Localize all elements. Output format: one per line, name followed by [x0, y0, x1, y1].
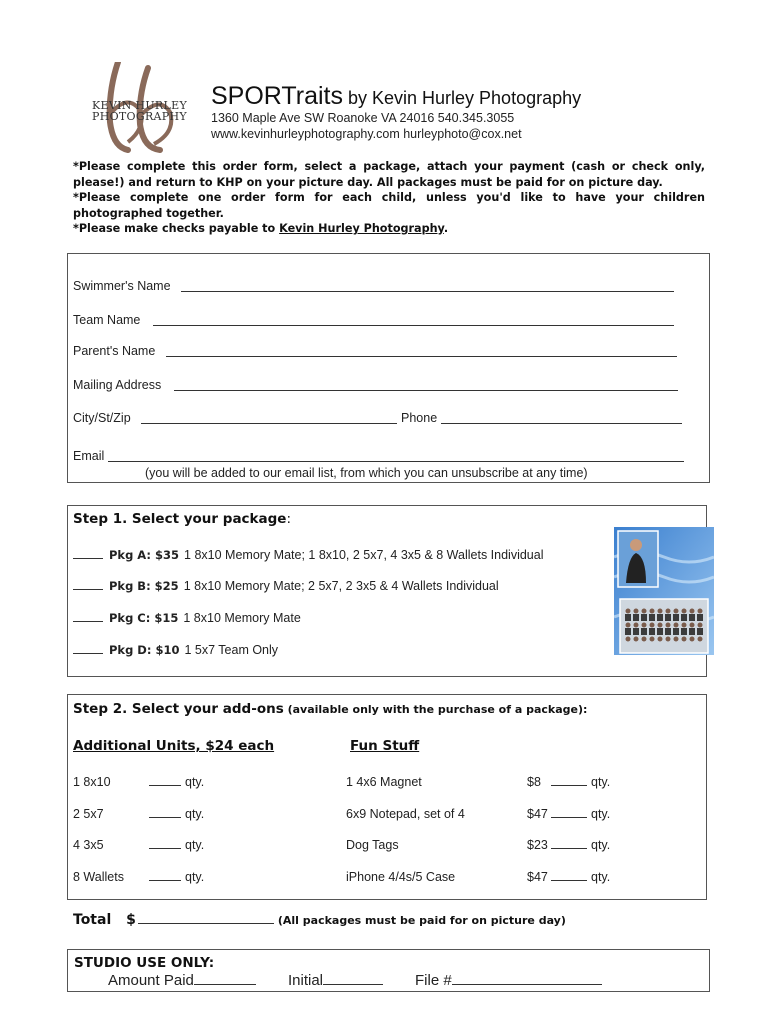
email-label: Email [73, 449, 105, 463]
amount-paid-field[interactable] [194, 973, 256, 985]
unit-5x7-label: 2 5x7 [73, 807, 104, 821]
sample-photos-image [614, 527, 714, 655]
mailing-address-field[interactable] [174, 390, 678, 391]
fun-iphone-case-label: iPhone 4/4s/5 Case [346, 870, 456, 884]
fun-iphone-case-price: $47 [527, 870, 548, 884]
team-name-label: Team Name [73, 313, 141, 327]
package-row-c[interactable]: Pkg C: $15 1 8x10 Memory Mate [73, 611, 301, 625]
initial-field[interactable] [323, 973, 383, 985]
city-st-zip-field[interactable] [141, 423, 397, 424]
fun-dog-tags-qty[interactable]: qty. [551, 838, 610, 852]
unit-8x10-label: 1 8x10 [73, 775, 111, 789]
logo-text: KEVIN HURLEY PHOTOGRAPHY [92, 99, 187, 123]
total-row [73, 912, 566, 928]
parent-name-label: Parent's Name [73, 344, 156, 358]
fun-dog-tags-label: Dog Tags [346, 838, 399, 852]
instruction-payment: *Please complete this order form, select a package, attach your payment (cash or check only, please!) and return to KHP on your picture day. All packages must be paid for on picture day. [73, 160, 705, 189]
package-row-a[interactable]: Pkg A: $35 1 8x10 Memory Mate; 1 8x10, 2 5x7, 4 3x5 & 8 Wallets Individual [73, 548, 544, 562]
unit-8x10-qty[interactable]: qty. [149, 775, 204, 789]
city-st-zip-label: City/St/Zip [73, 411, 131, 425]
swimmer-name-label: Swimmer's Name [73, 279, 171, 293]
package-d-checkbox-blank[interactable] [73, 644, 103, 654]
package-c-checkbox-blank[interactable] [73, 612, 103, 622]
additional-units-heading: Additional Units, $24 each [73, 738, 275, 754]
total-amount-field[interactable] [138, 912, 274, 924]
instruction-checks: *Please make checks payable to Kevin Hurley Photography. [73, 222, 449, 235]
unit-5x7-qty[interactable]: qty. [149, 807, 204, 821]
total-note: (All packages must be paid for on picture day) [277, 914, 566, 927]
unit-3x5-qty[interactable]: qty. [149, 838, 204, 852]
parent-name-field[interactable] [166, 356, 677, 357]
package-row-b[interactable]: Pkg B: $25 1 8x10 Memory Mate; 2 5x7, 2 3x5 & 4 Wallets Individual [73, 579, 499, 593]
fun-stuff-heading: Fun Stuff [350, 738, 420, 754]
amount-paid-row: Amount Paid [108, 972, 256, 989]
email-field[interactable] [108, 461, 684, 462]
unit-wallets-label: 8 Wallets [73, 870, 124, 884]
studio-web-email: www.kevinhurleyphotography.com hurleyphoto@cox.net [211, 127, 522, 141]
total-label: Total [73, 912, 112, 928]
instruction-one-form: *Please complete one order form for each child, unless you'd like to have your children photographed together. [73, 191, 705, 220]
email-list-note: (you will be added to our email list, from which you can unsubscribe at any time) [145, 466, 588, 480]
phone-field[interactable] [441, 423, 682, 424]
unit-wallets-qty[interactable]: qty. [149, 870, 204, 884]
fun-iphone-case-qty[interactable]: qty. [551, 870, 610, 884]
phone-label: Phone [401, 411, 438, 425]
unit-3x5-label: 4 3x5 [73, 838, 104, 852]
fun-magnet-price: $8 [527, 775, 541, 789]
swimmer-name-field[interactable] [181, 291, 674, 292]
fun-notepad-qty[interactable]: qty. [551, 807, 610, 821]
package-row-d[interactable]: Pkg D: $10 1 5x7 Team Only [73, 643, 278, 657]
total-currency: $ [126, 912, 136, 928]
studio-use-title: STUDIO USE ONLY: [74, 955, 215, 971]
fun-notepad-price: $47 [527, 807, 548, 821]
brand-title: SPORTraits by Kevin Hurley Photography [211, 82, 582, 110]
fun-notepad-label: 6x9 Notepad, set of 4 [346, 807, 465, 821]
initial-row: Initial [288, 972, 383, 989]
step1-title: Step 1. Select your package: [73, 511, 292, 527]
file-number-row: File # [415, 972, 602, 989]
step2-title: Step 2. Select your add-ons (available only with the purchase of a package): [73, 701, 588, 717]
fun-magnet-label: 1 4x6 Magnet [346, 775, 422, 789]
team-name-field[interactable] [153, 325, 674, 326]
fun-dog-tags-price: $23 [527, 838, 548, 852]
package-b-checkbox-blank[interactable] [73, 580, 103, 590]
studio-address: 1360 Maple Ave SW Roanoke VA 24016 540.345.3055 [211, 111, 515, 125]
mailing-address-label: Mailing Address [73, 378, 162, 392]
fun-magnet-qty[interactable]: qty. [551, 775, 610, 789]
file-number-field[interactable] [452, 973, 602, 985]
package-a-checkbox-blank[interactable] [73, 549, 103, 559]
